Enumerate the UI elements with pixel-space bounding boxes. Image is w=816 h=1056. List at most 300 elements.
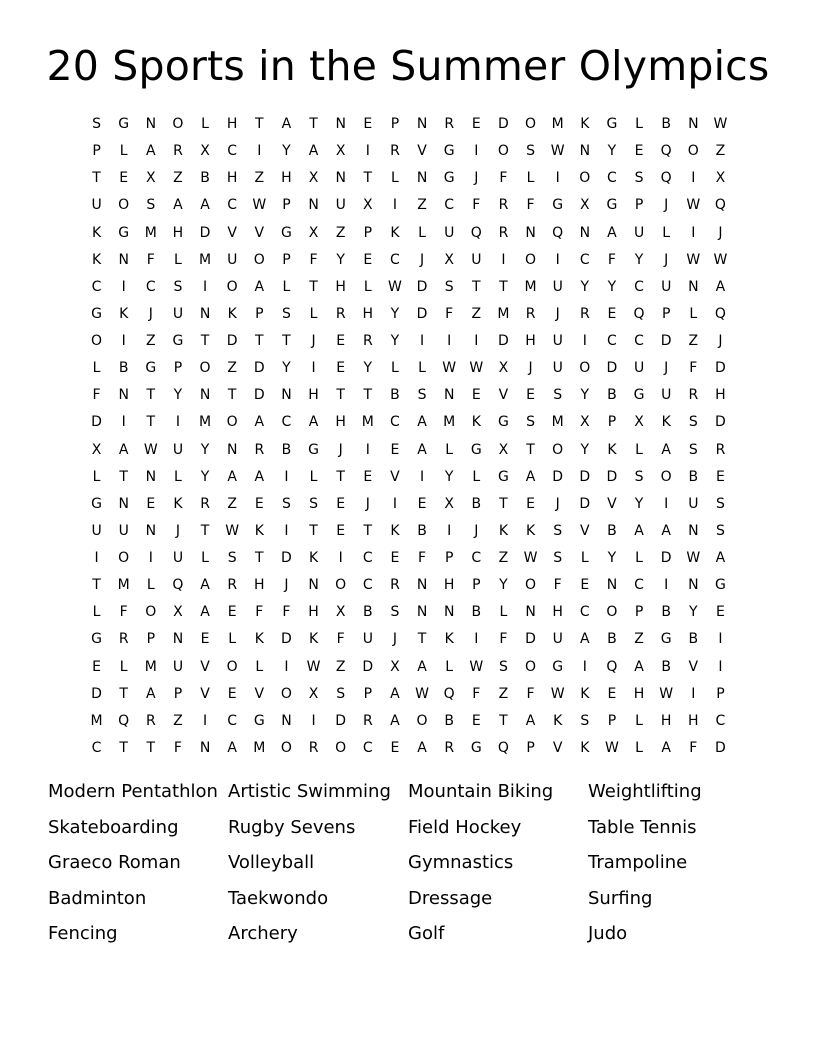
grid-letter: P [146,631,156,648]
grid-letter: P [255,305,264,322]
grid-letter: A [715,278,726,295]
grid-letter: T [200,522,210,539]
grid-letter: N [443,387,455,404]
grid-letter: L [580,550,589,567]
grid-letter: J [555,305,560,322]
grid-letter: H [308,604,319,621]
grid-letter: Y [282,360,291,377]
grid-letter: J [311,333,316,350]
grid-letter: H [226,116,238,133]
grid-letter: S [227,550,237,567]
grid-letter: G [308,441,319,458]
grid-letter: O [199,360,211,377]
grid-letter: R [498,224,509,241]
grid-letter: N [145,468,157,485]
grid-letter: K [498,522,509,539]
grid-letter: G [470,739,482,756]
grid-letter: O [416,712,428,729]
grid-letter: V [227,224,237,241]
grid-letter: K [91,251,102,268]
grid-letter: N [688,116,699,133]
grid-letter: M [551,116,564,133]
grid-letter: E [471,712,481,729]
grid-letter: H [362,305,374,322]
grid-letter: R [715,441,726,458]
grid-letter: E [336,495,346,512]
grid-letter: X [363,197,373,214]
grid-letter: G [91,305,102,322]
grid-letter: I [474,631,479,648]
grid-letter: R [227,577,238,594]
grid-letter: O [525,658,537,675]
grid-letter: U [471,251,482,268]
grid-letter: B [471,604,482,621]
grid-letter: B [281,441,292,458]
grid-letter: H [308,387,319,404]
grid-letter: X [634,414,644,431]
grid-letter: E [580,577,590,594]
grid-letter: I [718,658,723,675]
grid-letter: E [390,739,400,756]
grid-letter: L [635,116,643,133]
grid-letter: W [523,550,538,567]
grid-letter: K [390,224,400,241]
grid-letter: O [525,251,537,268]
grid-letter: T [499,278,508,295]
grid-letter: N [416,577,428,594]
word-list-item: Trampoline [588,852,688,874]
grid-letter: B [118,360,129,377]
grid-letter: P [634,604,644,621]
grid-letter: N [199,739,211,756]
grid-letter: O [687,143,699,160]
grid-letter: H [281,170,292,187]
grid-letter: A [417,739,427,756]
grid-letter: F [173,739,182,756]
grid-letter: Y [499,577,508,594]
grid-letter: O [118,197,130,214]
grid-letter: C [634,333,644,350]
grid-letter: X [146,170,156,187]
grid-letter: E [526,387,535,404]
grid-letter: V [200,685,210,702]
grid-letter: W [143,441,158,458]
grid-letter: D [606,468,618,485]
grid-letter: U [633,224,645,241]
grid-letter: U [91,522,102,539]
grid-letter: Z [335,224,346,241]
grid-letter: W [469,360,484,377]
grid-letter: D [715,739,726,756]
grid-letter: L [635,550,643,567]
grid-letter: G [633,387,645,404]
grid-letter: G [498,414,509,431]
grid-letter: X [390,658,400,675]
grid-letter: I [718,631,723,648]
grid-letter: D [199,224,211,241]
grid-letter: E [390,550,400,567]
grid-letter: X [335,604,346,621]
word-list-item: Artistic Swimming [228,781,391,802]
grid-letter: S [390,604,400,621]
grid-letter: S [526,143,535,160]
grid-letter: L [119,143,128,160]
grid-letter: N [118,387,129,404]
grid-letter: J [664,251,669,268]
grid-letter: I [555,170,560,187]
grid-letter: O [660,468,672,485]
grid-letter: D [335,712,347,729]
grid-letter: B [661,658,671,675]
grid-letter: T [336,468,345,485]
grid-letter: L [92,360,101,377]
grid-letter: I [311,360,316,377]
grid-row [83,681,734,708]
grid-letter: T [200,333,210,350]
grid-letter: L [282,278,291,295]
grid-letter: C [362,550,373,567]
grid-row [83,437,734,464]
grid-letter: B [607,522,617,539]
grid-letter: C [390,251,400,268]
grid-letter: S [444,278,454,295]
grid-letter: A [281,116,292,133]
grid-letter: Z [173,170,183,187]
grid-letter: N [579,143,591,160]
grid-row [83,328,734,355]
grid-letter: J [338,441,343,458]
grid-letter: L [228,631,237,648]
grid-letter: T [526,441,535,458]
grid-letter: C [145,278,156,295]
grid-letter: L [363,278,372,295]
grid-letter: N [688,522,699,539]
grid-letter: O [172,116,184,133]
grid-letter: O [525,116,537,133]
grid-letter: E [417,495,427,512]
grid-letter: Q [497,739,509,756]
grid-letter: N [579,224,591,241]
page-title: 20 Sports in the Summer Olympics [46,42,770,90]
grid-letter: U [633,360,645,377]
grid-letter: P [390,116,400,133]
grid-letter: C [91,278,102,295]
grid-letter: B [607,387,617,404]
grid-letter: D [606,360,618,377]
grid-letter: E [200,631,210,648]
grid-letter: A [390,685,400,702]
grid-letter: N [118,495,129,512]
grid-letter: K [444,631,454,648]
grid-letter: Z [498,550,509,567]
grid-letter: L [526,170,535,187]
grid-letter: O [226,414,238,431]
grid-letter: U [552,333,563,350]
grid-letter: G [552,658,564,675]
grid-letter: E [227,685,237,702]
grid-letter: K [390,522,400,539]
grid-letter: D [660,333,672,350]
grid-letter: A [254,414,265,431]
grid-letter: C [227,197,238,214]
grid-letter: L [201,116,209,133]
grid-letter: B [417,522,427,539]
grid-letter: D [715,360,726,377]
grid-letter: E [336,360,346,377]
grid-letter: Y [363,360,373,377]
grid-letter: G [281,224,292,241]
grid-letter: N [145,116,157,133]
grid-letter: G [91,631,102,648]
grid-letter: Y [173,387,183,404]
grid-letter: E [336,522,346,539]
grid-letter: M [199,251,212,268]
grid-letter: F [499,631,508,648]
grid-letter: S [634,468,644,485]
grid-letter: U [444,224,455,241]
grid-letter: F [282,604,291,621]
grid-letter: Z [173,712,183,729]
grid-letter: I [202,278,208,295]
grid-letter: N [335,170,346,187]
grid-letter: I [447,522,452,539]
grid-letter: T [227,387,237,404]
grid-letter: U [172,305,184,322]
grid-letter: R [579,305,590,322]
grid-row [83,138,734,165]
word-list-item: Fencing [48,923,118,945]
grid-letter: M [144,224,157,241]
grid-letter: P [661,305,671,322]
grid-row [83,192,734,219]
grid-letter: S [580,712,590,729]
grid-letter: U [172,550,184,567]
grid-letter: I [664,495,669,512]
word-list-item: Taekwondo [228,887,329,909]
grid-letter: C [362,577,373,594]
grid-letter: A [200,604,210,621]
grid-letter: O [497,143,509,160]
grid-letter: C [91,739,102,756]
grid-letter: I [175,414,180,431]
grid-letter: D [416,305,428,322]
grid-letter: E [336,333,346,350]
grid-letter: B [471,495,482,512]
grid-letter: W [713,116,728,133]
letter-grid [83,111,734,762]
grid-letter: S [173,278,183,295]
grid-letter: W [686,550,701,567]
grid-letter: X [715,170,726,187]
grid-letter: N [606,577,618,594]
grid-letter: S [336,685,346,702]
grid-letter: E [716,604,725,621]
grid-letter: U [362,631,373,648]
grid-letter: I [419,333,425,350]
grid-letter: F [607,251,616,268]
grid-letter: U [661,387,672,404]
grid-letter: G [118,116,130,133]
grid-letter: H [335,278,346,295]
grid-letter: J [419,251,425,268]
grid-letter: Z [498,685,509,702]
word-list-item: Volleyball [228,852,315,874]
grid-letter: E [634,143,644,160]
grid-letter: Z [634,631,644,648]
grid-letter: U [552,278,563,295]
grid-letter: E [227,604,237,621]
word-list-item: Field Hockey [408,816,522,838]
word-list [48,774,768,952]
grid-letter: B [688,631,699,648]
grid-letter: D [226,333,238,350]
grid-letter: N [416,116,428,133]
grid-letter: T [309,278,318,295]
word-list-item: Modern Pentathlon [48,781,218,802]
grid-letter: A [227,739,237,756]
grid-letter: X [335,143,346,160]
grid-letter: I [555,251,560,268]
grid-letter: X [444,495,454,512]
grid-letter: W [686,251,701,268]
grid-letter: H [715,387,726,404]
grid-letter: X [173,604,183,621]
grid-letter: O [280,739,292,756]
grid-letter: N [308,197,319,214]
word-list-item: Graeco Roman [48,852,181,874]
grid-letter: I [338,550,343,567]
grid-letter: N [118,251,129,268]
grid-letter: U [552,360,563,377]
grid-letter: L [92,604,101,621]
grid-letter: L [635,712,643,729]
grid-letter: I [691,685,696,702]
grid-letter: Y [390,305,400,322]
grid-letter: V [390,468,400,485]
grid-letter: R [173,143,183,160]
grid-letter: C [471,550,482,567]
grid-letter: E [471,387,481,404]
grid-letter: O [525,577,537,594]
grid-letter: K [580,116,590,133]
grid-letter: I [419,468,425,485]
grid-letter: I [121,414,126,431]
grid-letter: I [202,712,208,729]
grid-letter: X [91,441,102,458]
grid-letter: O [579,170,591,187]
grid-letter: G [552,197,564,214]
grid-letter: C [634,278,644,295]
grid-letter: K [254,522,264,539]
grid-letter: Q [443,685,455,702]
grid-letter: Y [580,441,590,458]
grid-letter: U [335,197,346,214]
grid-letter: R [145,712,156,729]
grid-letter: J [175,522,180,539]
grid-letter: S [281,305,291,322]
grid-letter: Q [172,577,184,594]
grid-letter: M [199,414,212,431]
grid-letter: I [257,143,262,160]
grid-letter: I [284,522,289,539]
grid-letter: E [146,495,156,512]
grid-letter: S [634,170,644,187]
grid-letter: D [281,631,292,648]
grid-letter: N [281,712,292,729]
grid-letter: F [92,387,101,404]
grid-letter: R [444,739,455,756]
grid-letter: R [362,333,373,350]
grid-letter: C [362,739,373,756]
grid-letter: A [417,414,427,431]
grid-letter: B [363,604,373,621]
grid-letter: U [661,278,672,295]
grid-letter: C [579,604,590,621]
grid-letter: F [526,685,535,702]
grid-letter: Q [118,712,130,729]
grid-letter: T [336,387,345,404]
word-list-item: Weightlifting [588,781,702,802]
grid-letter: A [146,143,156,160]
grid-letter: P [363,224,373,241]
grid-letter: K [580,685,590,702]
grid-letter: S [553,550,563,567]
grid-letter: L [472,468,481,485]
grid-letter: A [146,685,156,702]
grid-letter: A [661,522,671,539]
grid-letter: K [553,712,563,729]
grid-letter: E [526,495,535,512]
grid-letter: W [686,197,701,214]
grid-letter: C [281,414,292,431]
grid-letter: H [633,685,645,702]
grid-letter: T [363,387,373,404]
grid-letter: X [498,441,509,458]
grid-letter: Q [660,170,672,187]
grid-letter: O [226,658,238,675]
grid-letter: K [227,305,237,322]
grid-letter: Z [146,333,156,350]
grid-letter: S [553,522,563,539]
grid-letter: K [580,739,590,756]
grid-letter: I [94,550,99,567]
grid-letter: Q [714,305,726,322]
grid-letter: O [118,550,130,567]
grid-letter: F [472,685,481,702]
grid-row [83,165,734,192]
grid-letter: H [525,333,536,350]
grid-letter: E [254,495,264,512]
grid-letter: P [173,360,183,377]
grid-letter: S [688,414,698,431]
grid-letter: Y [634,251,644,268]
grid-letter: Y [444,468,454,485]
grid-row [83,708,734,735]
grid-letter: Y [200,441,210,458]
grid-letter: Y [200,468,210,485]
grid-letter: X [308,224,319,241]
grid-letter: F [689,739,698,756]
grid-letter: K [308,550,319,567]
grid-letter: D [253,387,265,404]
grid-letter: Y [336,251,345,268]
grid-letter: O [253,251,265,268]
grid-letter: Y [282,143,291,160]
grid-letter: A [525,712,536,729]
grid-letter: O [606,604,618,621]
grid-letter: J [284,577,289,594]
grid-letter: S [526,414,535,431]
